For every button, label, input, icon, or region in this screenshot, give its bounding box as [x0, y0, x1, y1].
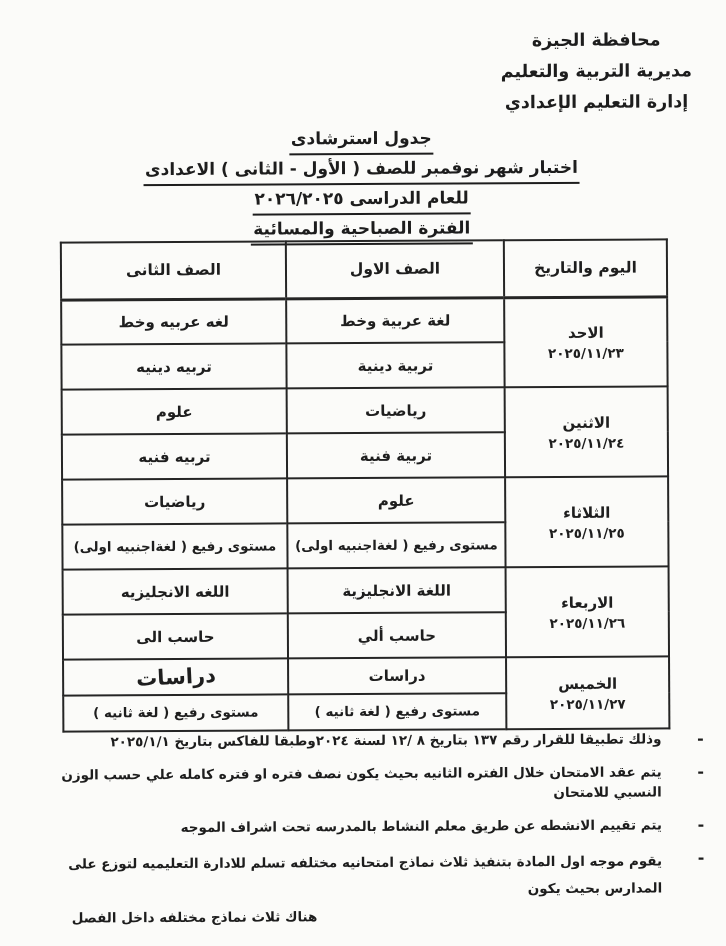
day-date: ٢٠٢٥/١١/٢٧	[549, 696, 626, 713]
subject-cell: دراسات	[288, 657, 506, 694]
title-line-3: للعام الدراسى ٢٠٢٦/٢٠٢٥	[0, 184, 725, 217]
dash-bullet-icon: -	[697, 815, 705, 835]
day-name: الثلاثاء	[563, 503, 611, 522]
title-line-4: الفترة الصباحية والمسائية	[0, 214, 725, 247]
day-name: الاربعاء	[560, 593, 614, 612]
day-date: ٢٠٢٥/١١/٢٥	[548, 525, 625, 542]
header-day-date: اليوم والتاريخ	[504, 239, 667, 297]
table-row	[61, 296, 667, 344]
letterhead	[501, 25, 693, 119]
subject-cell: رياضيات	[287, 387, 505, 433]
table-row	[62, 386, 668, 434]
title-line-2: اختبار شهر نوفمبر للصف ( الأول - الثانى ) الاعدادى	[0, 154, 725, 187]
day-cell-wednesday	[506, 566, 669, 657]
note-item	[10, 815, 708, 839]
table-row	[62, 476, 668, 524]
note-item	[10, 762, 708, 806]
day-date: ٢٠٢٥/١١/٢٦	[549, 615, 626, 632]
table-row	[63, 566, 669, 614]
subject-cell: لغه عربيه وخط	[61, 298, 286, 344]
letterhead-administration: إدارة التعليم الإعدادي	[504, 92, 689, 114]
subject-cell: مستوى رفيع ( لغة ثانيه )	[288, 693, 506, 730]
subject-cell: مستوى رفيع ( لغةاجنبيه اولى)	[62, 523, 287, 569]
subject-cell: مستوى رفيع ( لغة ثانيه )	[63, 694, 288, 731]
day-cell-tuesday	[505, 476, 668, 567]
note-text-line-1: يقوم موجه اول المادة بتنفيذ ثلاث نماذج امتحانيه مختلفه تسلم للادارة التعليميه لتوزع على المدارس بحيث يكون	[68, 853, 663, 898]
day-cell-sunday	[504, 296, 667, 387]
subject-cell: لغة عربية وخط	[286, 297, 504, 343]
subject-cell: رياضيات	[62, 478, 287, 524]
table-row	[63, 656, 669, 695]
letterhead-governorate: محافظة الجيزة	[531, 30, 661, 52]
header-grade-2: الصف الثانى	[61, 241, 286, 299]
letterhead-directorate: مديرية التربية والتعليم	[500, 61, 693, 83]
schedule-table	[60, 238, 671, 732]
subject-cell: تربية دينية	[286, 342, 504, 388]
note-text	[10, 848, 662, 932]
schedule-table-wrap	[60, 238, 671, 732]
subject-cell: اللغه الانجليزيه	[63, 568, 288, 614]
note-text-line-2: هناك ثلاث نماذج مختلفه داخل الفصل	[71, 909, 318, 927]
dash-bullet-icon: -	[697, 848, 705, 868]
day-cell-monday	[505, 386, 668, 477]
subject-cell: مستوى رفيع ( لغةاجنبيه اولى)	[287, 522, 505, 568]
table-header-row	[61, 239, 667, 299]
note-text: يتم عقد الامتحان خلال الفتره الثانيه بحيث يكون نصف فتره او فتره كامله علي حسب الوزن النسبي للامتحان	[61, 764, 662, 802]
day-cell-thursday	[506, 656, 669, 729]
day-name: الخميس	[558, 674, 618, 693]
subject-cell: علوم	[287, 477, 505, 523]
subject-cell: دراسات	[63, 658, 288, 695]
subject-cell: تربيه دينيه	[61, 343, 286, 389]
subject-cell: اللغة الانجليزية	[288, 567, 506, 613]
subject-cell: حاسب الى	[63, 613, 288, 659]
document-title-block	[0, 124, 725, 248]
note-item	[10, 848, 708, 933]
note-text: يتم تقييم الانشطه عن طريق معلم النشاط بالمدرسه تحت اشراف الموجه	[180, 817, 662, 836]
header-grade-1: الصف الاول	[286, 240, 504, 298]
subject-cell: حاسب ألي	[288, 612, 506, 658]
title-line-1: جدول استرشادى	[0, 124, 724, 157]
subject-cell: تربيه فنيه	[62, 433, 287, 479]
day-name: الاحد	[567, 323, 604, 342]
day-date: ٢٠٢٥/١١/٢٣	[547, 345, 624, 362]
dash-bullet-icon: -	[697, 729, 704, 749]
note-text: وذلك تطبيقا للقرار رقم ١٣٧ بتاريخ ٨ /١٢ لسنة ٢٠٢٤وطبقا للفاكس بتاريخ ٢٠٢٥/١/١	[110, 731, 662, 751]
day-date: ٢٠٢٥/١١/٢٤	[548, 435, 625, 452]
day-name: الاثنين	[562, 413, 611, 432]
subject-cell: علوم	[62, 388, 287, 434]
note-item	[9, 729, 707, 753]
footer-notes	[9, 729, 708, 946]
dash-bullet-icon: -	[697, 762, 704, 782]
subject-cell: تربية فنية	[287, 432, 505, 478]
